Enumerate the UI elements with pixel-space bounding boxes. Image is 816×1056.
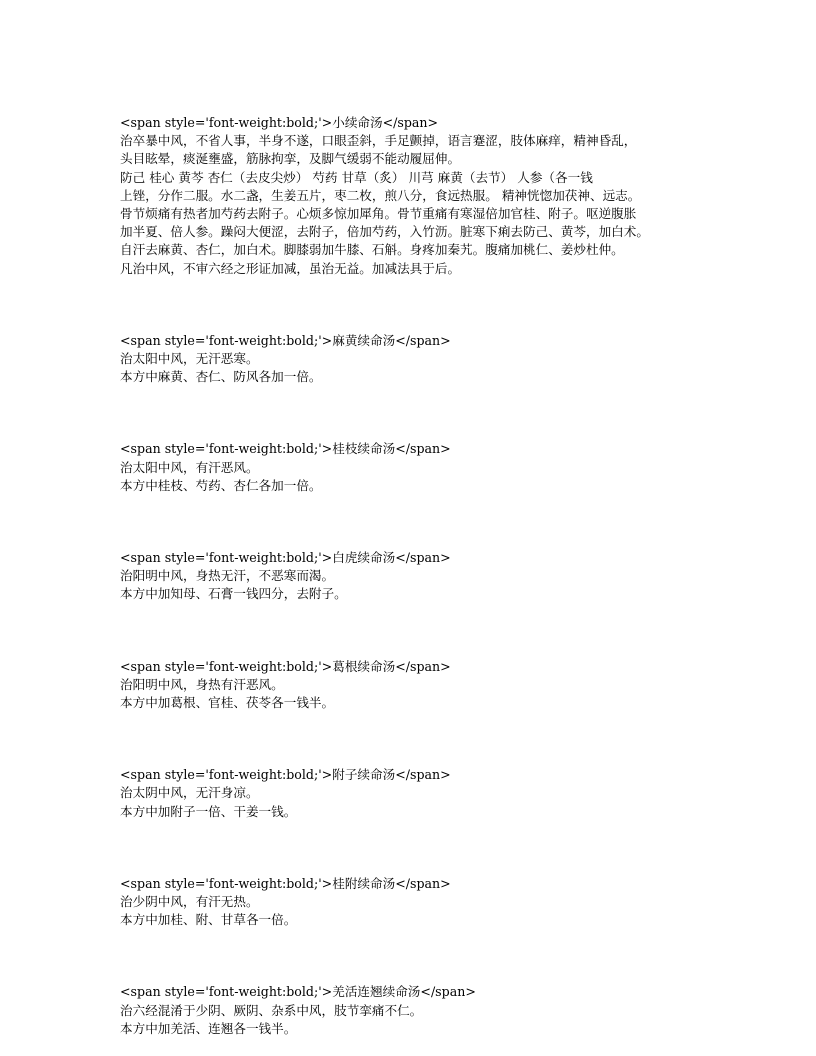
formula-section [120,983,760,1038]
text-line: 加半夏、倍人参。躁闷大便涩，去附子，倍加芍药，入竹沥。脏寒下痢去防己、黄芩，加白术。 [120,224,649,240]
formula-section [120,766,760,821]
section-heading: <span style='font-weight:bold;'>桂附续命汤</span> [120,875,451,891]
formula-section [120,549,760,604]
section-heading: <span style='font-weight:bold;'>桂枝续命汤</span> [120,441,451,457]
formula-section [120,332,760,387]
text-line: 本方中桂枝、芍药、杏仁各加一倍。 [120,477,322,493]
text-line: 治太阴中风，无汗身凉。 [120,785,259,801]
section-spacer [120,386,760,440]
text-line: 治六经混淆于少阴、厥阴、杂系中风，肢节挛痛不仁。 [120,1002,423,1018]
text-line: 骨节烦痛有热者加芍药去附子。心烦多惊加犀角。骨节重痛有寒湿倍加官桂、附子。呕逆腹胀 [120,206,637,222]
text-line: 凡治中风，不审六经之形证加减，虽治无益。加减法具于后。 [120,260,461,276]
text-line: 治阳明中风，身热有汗恶风。 [120,676,284,692]
text-line: 本方中加知母、石膏一钱四分，去附子。 [120,586,347,602]
section-spacer [120,821,760,875]
section-spacer [120,712,760,766]
section-heading: <span style='font-weight:bold;'>小续命汤</span> [120,115,439,130]
section-heading: <span style='font-weight:bold;'>葛根续命汤</span> [120,658,451,674]
text-line: 本方中加桂、附、甘草各一倍。 [120,912,297,928]
text-line: 本方中加附子一倍、干姜一钱。 [120,803,297,819]
text-line: 防己 桂心 黄芩 杏仁（去皮尖炒） 芍药 甘草（炙） 川芎 麻黄（去节） 人参（各一钱 [120,169,593,185]
text-line: 上锉，分作二服。水二盏，生姜五片，枣二枚，煎八分，食远热服。 精神恍惚加茯神、远志。 [120,187,641,203]
formula-section [120,658,760,713]
section-spacer [120,278,760,332]
section-heading: <span style='font-weight:bold;'>白虎续命汤</span> [120,550,451,566]
section-heading: <span style='font-weight:bold;'>羌活连翘续命汤</span> [120,984,476,1000]
section-spacer [120,929,760,983]
text-line: 治卒暴中风，不省人事，半身不遂，口眼歪斜，手足颤掉，语言蹇涩，肢体麻痒，精神昏乱， [120,133,637,149]
text-line: 自汗去麻黄、杏仁，加白术。脚膝弱加牛膝、石斛。身疼加秦艽。腹痛加桃仁、姜炒杜仲。 [120,242,624,258]
formula-section [120,114,760,278]
text-line: 治太阳中风，无汗恶寒。 [120,351,259,367]
text-line: 头目眩晕，痰涎壅盛，筋脉拘挛，及脚气缓弱不能动履屈伸。 [120,151,461,167]
formula-section [120,875,760,930]
section-heading: <span style='font-weight:bold;'>麻黄续命汤</span> [120,332,451,348]
text-line: 治阳明中风，身热无汗，不恶寒而渴。 [120,568,335,584]
document-page [120,114,760,1038]
text-line: 治太阳中风，有汗恶风。 [120,459,259,475]
text-line: 治少阴中风，有汗无热。 [120,894,259,910]
text-line: 本方中麻黄、杏仁、防风各加一倍。 [120,369,322,385]
section-spacer [120,495,760,549]
formula-section [120,440,760,495]
section-heading: <span style='font-weight:bold;'>附子续命汤</span> [120,767,451,783]
text-line: 本方中加羌活、连翘各一钱半。 [120,1020,297,1036]
text-line: 本方中加葛根、官桂、茯苓各一钱半。 [120,695,335,711]
section-spacer [120,604,760,658]
